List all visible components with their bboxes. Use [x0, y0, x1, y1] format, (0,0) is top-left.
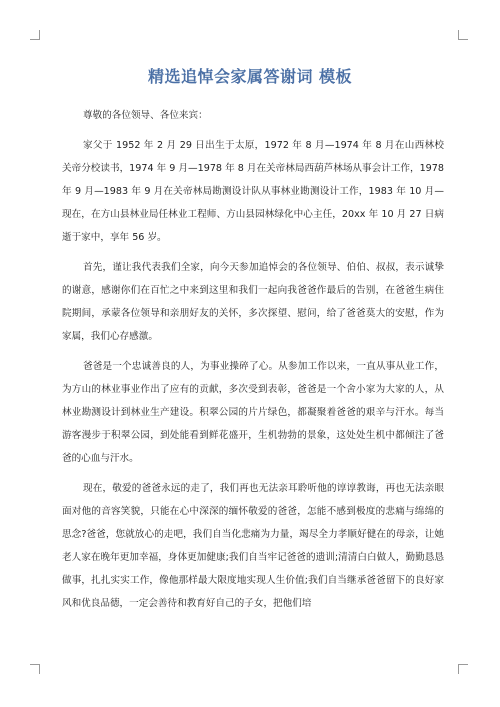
crop-mark-top-left	[30, 30, 40, 40]
document-body	[62, 104, 444, 615]
crop-mark-top-right	[458, 30, 468, 40]
paragraph-biography: 家父于 1952 年 2 月 29 日出生于太原，1972 年 8 月—1974 年 8 月在山西林校关帝分校读书，1974 年 9 月—1978 年 8 月在关帝林局西葫芦林场从事会计工作，1978 年 9 月—1983 年 9 月在关帝林局勘测设计队从事林业勘测设计工作，1983 年 10 月—现在，在方山县林业局任林业工程师、方山县园林绿化中心主任，20xx 年 10 月 27 日病逝于家中，享年 56 岁。	[62, 140, 444, 243]
crop-mark-bottom-left	[30, 664, 40, 674]
greeting-line: 尊敬的各位领导、各位来宾：	[83, 110, 208, 121]
paragraph-career: 爸爸是一个忠诚善良的人，为事业操碎了心。从参加工作以来，一直从事从业工作，为方山的林业事业作出了应有的贡献，多次受到表彰，爸爸是一个舍小家为大家的人，从林业勘测设计到林业生产建设。积翠公园的片片绿色，都凝聚着爸爸的艰辛与汗水。每当游客漫步于积翠公园，到处能看到鲜花盛开，生机勃勃的景象，这处处生机中都倾注了爸爸的心血与汗水。	[62, 361, 444, 464]
paragraph-remembrance: 现在，敬爱的爸爸永远的走了，我们再也无法亲耳聆听他的谆谆教诲，再也无法亲眼面对他的音容笑貌，只能在心中深深的缅怀敬爱的爸爸，怎能不感到极度的悲痛与绵绵的思念?爸爸，您就放心的走吧，我们自当化悲痛为力量，竭尽全力孝顺好健在的母亲，让她老人家在晚年更加幸福，身体更加健康;我们自当牢记爸爸的遗训;清清白白做人，勤勤恳恳做事，扎扎实实工作，像他那样最大限度地实现人生价值;我们自当继承爸爸留下的良好家风和优良品德，一定会善待和教育好自己的子女，把他们培	[62, 483, 444, 609]
crop-mark-bottom-right	[458, 664, 468, 674]
document-title: 精选追悼会家属答谢词 模板	[147, 67, 353, 86]
paragraph-thanks: 首先，谨让我代表我们全家，向今天参加追悼会的各位领导、伯伯、叔叔，表示诚挚的谢意，感谢你们在百忙之中来到这里和我们一起向我爸爸作最后的告别，在爸爸生病住院期间，承蒙各位领导和亲朋好友的关怀，多次探望、慰问，给了爸爸莫大的安慰，作为家属，我们心存感激。	[62, 262, 444, 342]
